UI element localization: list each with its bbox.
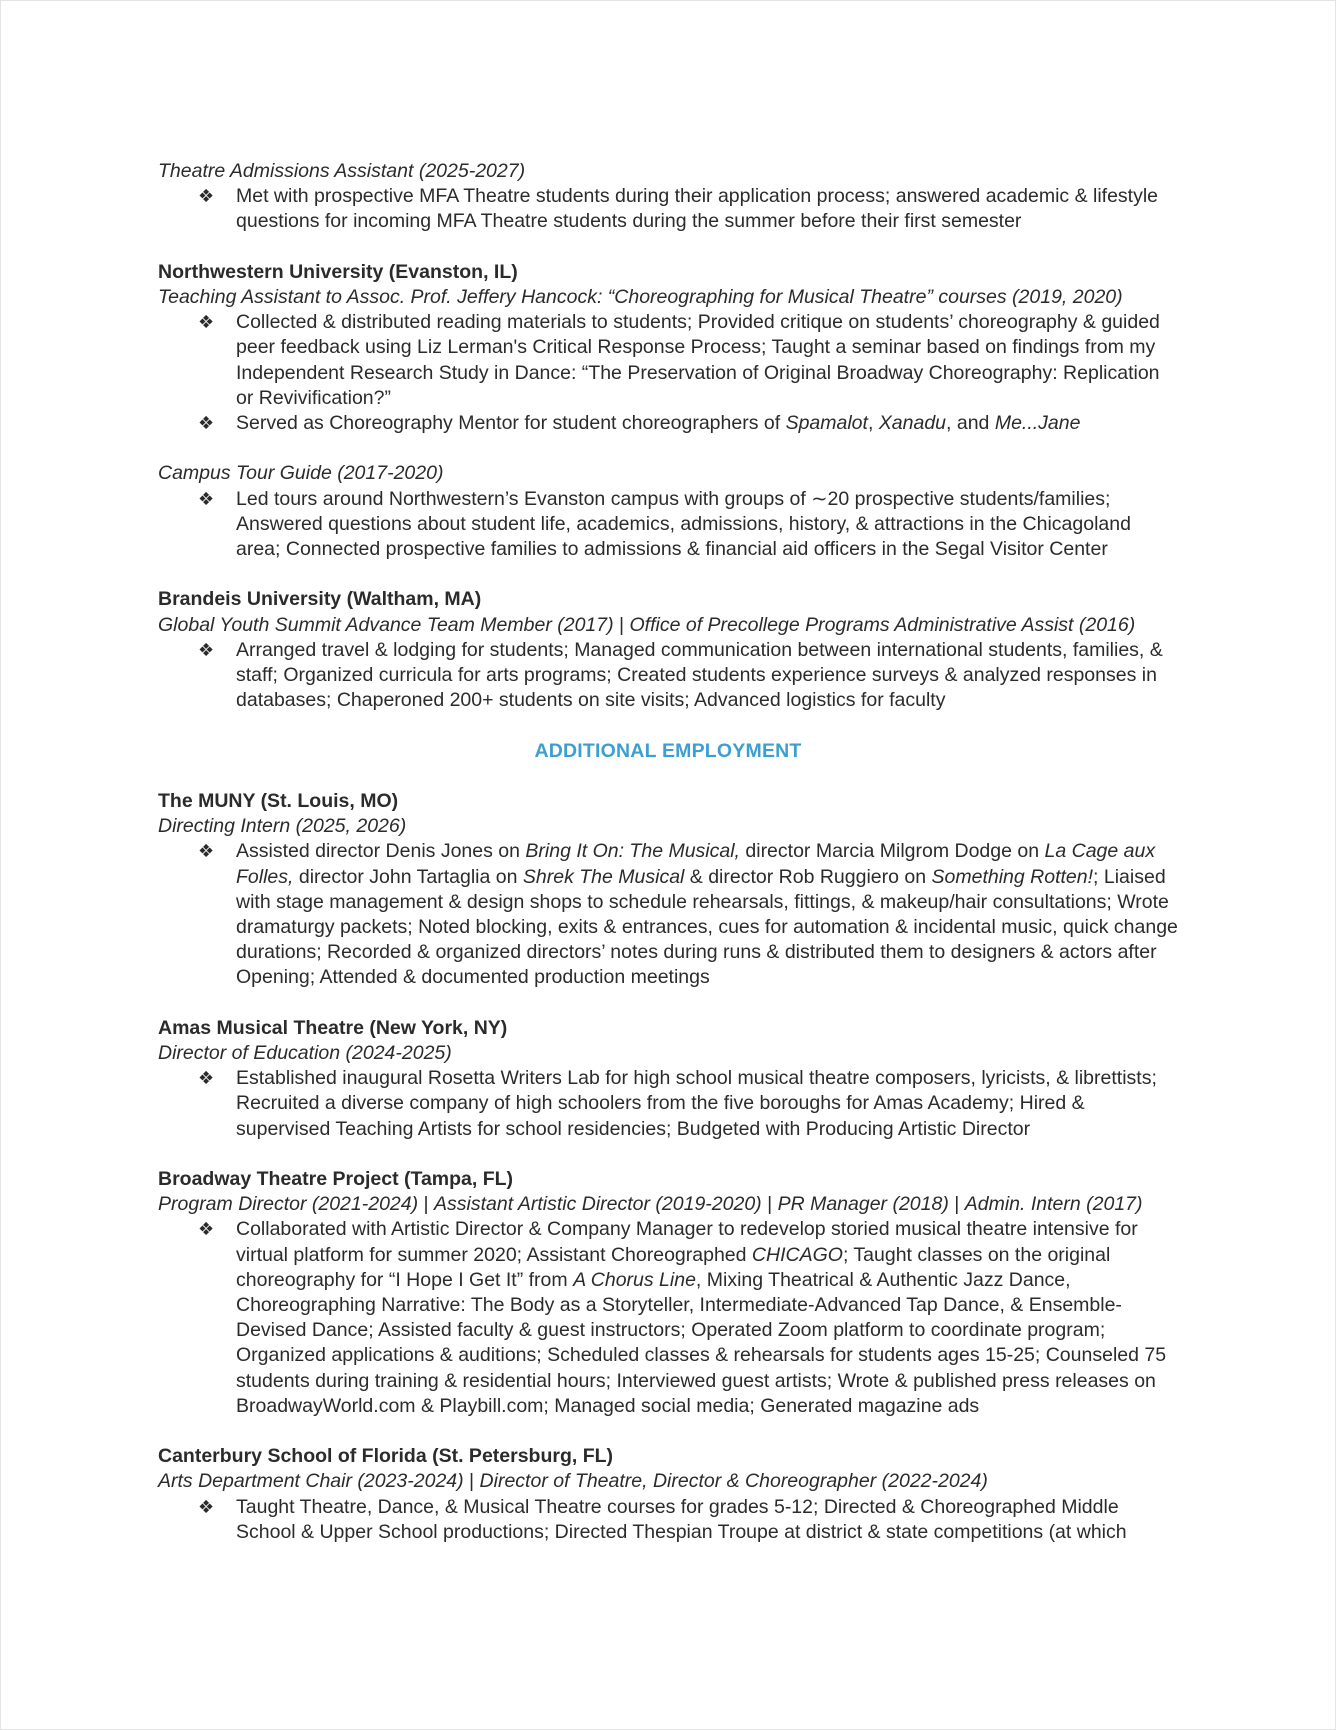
experience-entry	[158, 587, 1178, 713]
role-title	[158, 814, 1178, 839]
role-separator: |	[761, 1193, 778, 1216]
diamond-bullet-icon: ❖	[198, 488, 215, 509]
bullet-text: Led tours around Northwestern’s Evanston campus with groups of ∼20 prospective students/families; Answered questions about student life, academics, admissions, history, & attractions in the Chicagoland area; Connected prospective families to admissions & financial aid officers in the Segal Visitor Center	[236, 487, 1131, 561]
role-item: Directing Intern (2025, 2026)	[158, 815, 407, 838]
italic-title: La Cage aux Folles,	[236, 840, 1156, 888]
bullet-list	[158, 184, 1178, 234]
italic-title: A Chorus Line	[573, 1268, 696, 1291]
italic-title: Me...Jane	[994, 412, 1081, 435]
bullet-item	[158, 184, 1178, 234]
bullet-text: Established inaugural Rosetta Writers Lab for high school musical theatre composers, lyricists, & librettists; Recruited a diverse company of high schoolers from the five boroughs for Amas Academy; Hired & supervised Teaching Artists for school residencies; Budgeted with Producing Artistic Director	[236, 1067, 1157, 1140]
spacer	[158, 1419, 1178, 1444]
role-title	[158, 1192, 1178, 1217]
role-item: Director of Education (2024-2025)	[158, 1042, 452, 1065]
bullet-text: , Mixing Theatrical & Authentic Jazz Dance, Choreographing Narrative: The Body as a Storyteller, Intermediate-Advanced Tap Dance, & Ensemble-Devised Dance; Assisted faculty & guest instructors; Operated Zoom platform to coordinate program; Organized applications & auditions; Scheduled classes & rehearsals for students ages 15-25; Counseled 75 students during training & residential hours; Interviewed guest artists; Wrote & published press releases on BroadwayWorld.com & Playbill.com; Managed social media; Generated magazine ads	[236, 1268, 1167, 1417]
role-item: Admin. Intern (2017)	[964, 1193, 1143, 1216]
section-heading: ADDITIONAL EMPLOYMENT	[534, 739, 802, 762]
bullet-list	[158, 1066, 1178, 1142]
experience-entry	[158, 1444, 1178, 1545]
spacer	[158, 713, 1178, 738]
bullet-item	[158, 638, 1178, 714]
role-title	[158, 1469, 1178, 1494]
experience-entry	[158, 461, 1178, 562]
role-item: Assistant Artistic Director (2019-2020)	[434, 1193, 762, 1216]
bullet-item	[158, 310, 1178, 411]
bullet-item	[158, 487, 1178, 563]
role-title	[158, 1041, 1178, 1066]
diamond-bullet-icon: ❖	[198, 841, 215, 862]
organization-name: Amas Musical Theatre (New York, NY)	[158, 1016, 508, 1039]
italic-title: Bring It On: The Musical,	[525, 840, 740, 863]
diamond-bullet-icon: ❖	[198, 1219, 215, 1240]
role-title	[158, 159, 1178, 184]
experience-entry	[158, 260, 1178, 436]
bullet-text: director Marcia Milgrom Dodge on	[739, 840, 1045, 863]
bullet-text: & director Rob Ruggiero on	[684, 865, 932, 888]
spacer	[158, 436, 1178, 461]
organization-name: Canterbury School of Florida (St. Petersburg, FL)	[158, 1445, 614, 1468]
italic-title: CHICAGO	[751, 1243, 843, 1266]
bullet-text: , and	[946, 412, 995, 435]
bullet-list	[158, 310, 1178, 436]
experience-entry	[158, 789, 1178, 991]
resume-content	[158, 159, 1178, 1545]
bullet-text: Met with prospective MFA Theatre students during their application process; answered academic & lifestyle questions for incoming MFA Theatre students during the summer before their first semester	[236, 185, 1159, 233]
role-item: Global Youth Summit Advance Team Member (2017)	[158, 613, 614, 636]
role-title	[158, 613, 1178, 638]
bullet-text: ; Taught classes on the original choreography for “I Hope I Get It” from	[236, 1243, 1111, 1291]
bullet-list	[158, 638, 1178, 714]
spacer	[158, 764, 1178, 789]
role-title	[158, 285, 1178, 310]
bullet-text: Collaborated with Artistic Director & Company Manager to redevelop storied musical theatre intensive for virtual platform for summer 2020; Assistant Choreographed	[236, 1218, 1138, 1266]
italic-title: Spamalot	[785, 412, 868, 435]
spacer	[158, 562, 1178, 587]
experience-entry	[158, 1016, 1178, 1142]
bullet-list	[158, 1217, 1178, 1419]
role-item: Director of Theatre, Director & Choreographer (2022-2024)	[479, 1470, 988, 1493]
role-item: Office of Precollege Programs Administrative Assist (2016)	[629, 613, 1136, 636]
diamond-bullet-icon: ❖	[198, 639, 215, 660]
role-separator: |	[948, 1193, 965, 1216]
role-separator: |	[463, 1470, 480, 1493]
role-item: Program Director (2021-2024)	[158, 1193, 419, 1216]
bullet-text: Arranged travel & lodging for students; Managed communication between international students, families, & staff; Organized curricula for arts programs; Created students experience surveys & analyzed responses in databases; Chaperoned 200+ students on site visits; Advanced logistics for faculty	[236, 638, 1163, 712]
bullet-text: Collected & distributed reading materials to students; Provided critique on students’ choreography & guided peer feedback using Liz Lerman's Critical Response Process; Taught a seminar based on findings from my Independent Research Study in Dance: “The Preservation of Original Broadway Choreography: Replication or Revivification?”	[236, 311, 1160, 409]
organization-name: The MUNY (St. Louis, MO)	[158, 790, 399, 812]
bullet-item	[158, 1066, 1178, 1142]
bullet-list	[158, 839, 1178, 990]
bullet-item	[158, 839, 1178, 990]
italic-title: Xanadu	[878, 412, 947, 435]
bullet-text: Served as Choreography Mentor for student choreographers of	[236, 412, 786, 435]
italic-title: Shrek The Musical	[522, 865, 685, 888]
bullet-item	[158, 1217, 1178, 1419]
diamond-bullet-icon: ❖	[198, 312, 215, 333]
role-title	[158, 461, 1178, 486]
bullet-text: director John Tartaglia on	[293, 865, 523, 888]
bullet-text: ,	[867, 412, 879, 435]
bullet-text: Assisted director Denis Jones on	[236, 840, 526, 863]
spacer	[158, 235, 1178, 260]
bullet-list	[158, 487, 1178, 563]
experience-entry	[158, 159, 1178, 235]
bullet-list	[158, 1495, 1178, 1545]
diamond-bullet-icon: ❖	[198, 186, 215, 207]
spacer	[158, 1142, 1178, 1167]
role-separator: |	[418, 1193, 435, 1216]
diamond-bullet-icon: ❖	[198, 413, 215, 434]
organization-name: Brandeis University (Waltham, MA)	[158, 588, 482, 611]
role-item: Theatre Admissions Assistant (2025-2027)	[158, 160, 526, 182]
bullet-item	[158, 1495, 1178, 1545]
organization-name: Northwestern University (Evanston, IL)	[158, 260, 518, 283]
experience-entry	[158, 1167, 1178, 1419]
diamond-bullet-icon: ❖	[198, 1496, 215, 1517]
role-separator: |	[613, 613, 630, 636]
role-item: Arts Department Chair (2023-2024)	[158, 1470, 464, 1493]
italic-title: Something Rotten!	[931, 865, 1094, 888]
diamond-bullet-icon: ❖	[198, 1068, 215, 1089]
organization-name: Broadway Theatre Project (Tampa, FL)	[158, 1168, 514, 1191]
role-item: PR Manager (2018)	[777, 1193, 949, 1216]
bullet-item	[158, 411, 1178, 436]
role-item: Campus Tour Guide (2017-2020)	[158, 462, 444, 485]
spacer	[158, 991, 1178, 1016]
bullet-text: ; Liaised with stage management & design shops to schedule rehearsals, fittings, & makeup/hair consultations; Wrote dramaturgy packets; Noted blocking, exits & entrances, cues for automation & incidental music, quick change durations; Recorded & organized directors’ notes during runs & distributed them to designers & actors after Opening; Attended & documented production meetings	[236, 865, 1178, 989]
bullet-text: Taught Theatre, Dance, & Musical Theatre courses for grades 5-12; Directed & Choreographed Middle School & Upper School productions; Directed Thespian Troupe at district & state competitions (at which	[236, 1495, 1127, 1543]
role-item: Teaching Assistant to Assoc. Prof. Jeffery Hancock: “Choreographing for Musical Theatre” courses (2019, 2020)	[158, 286, 1123, 308]
